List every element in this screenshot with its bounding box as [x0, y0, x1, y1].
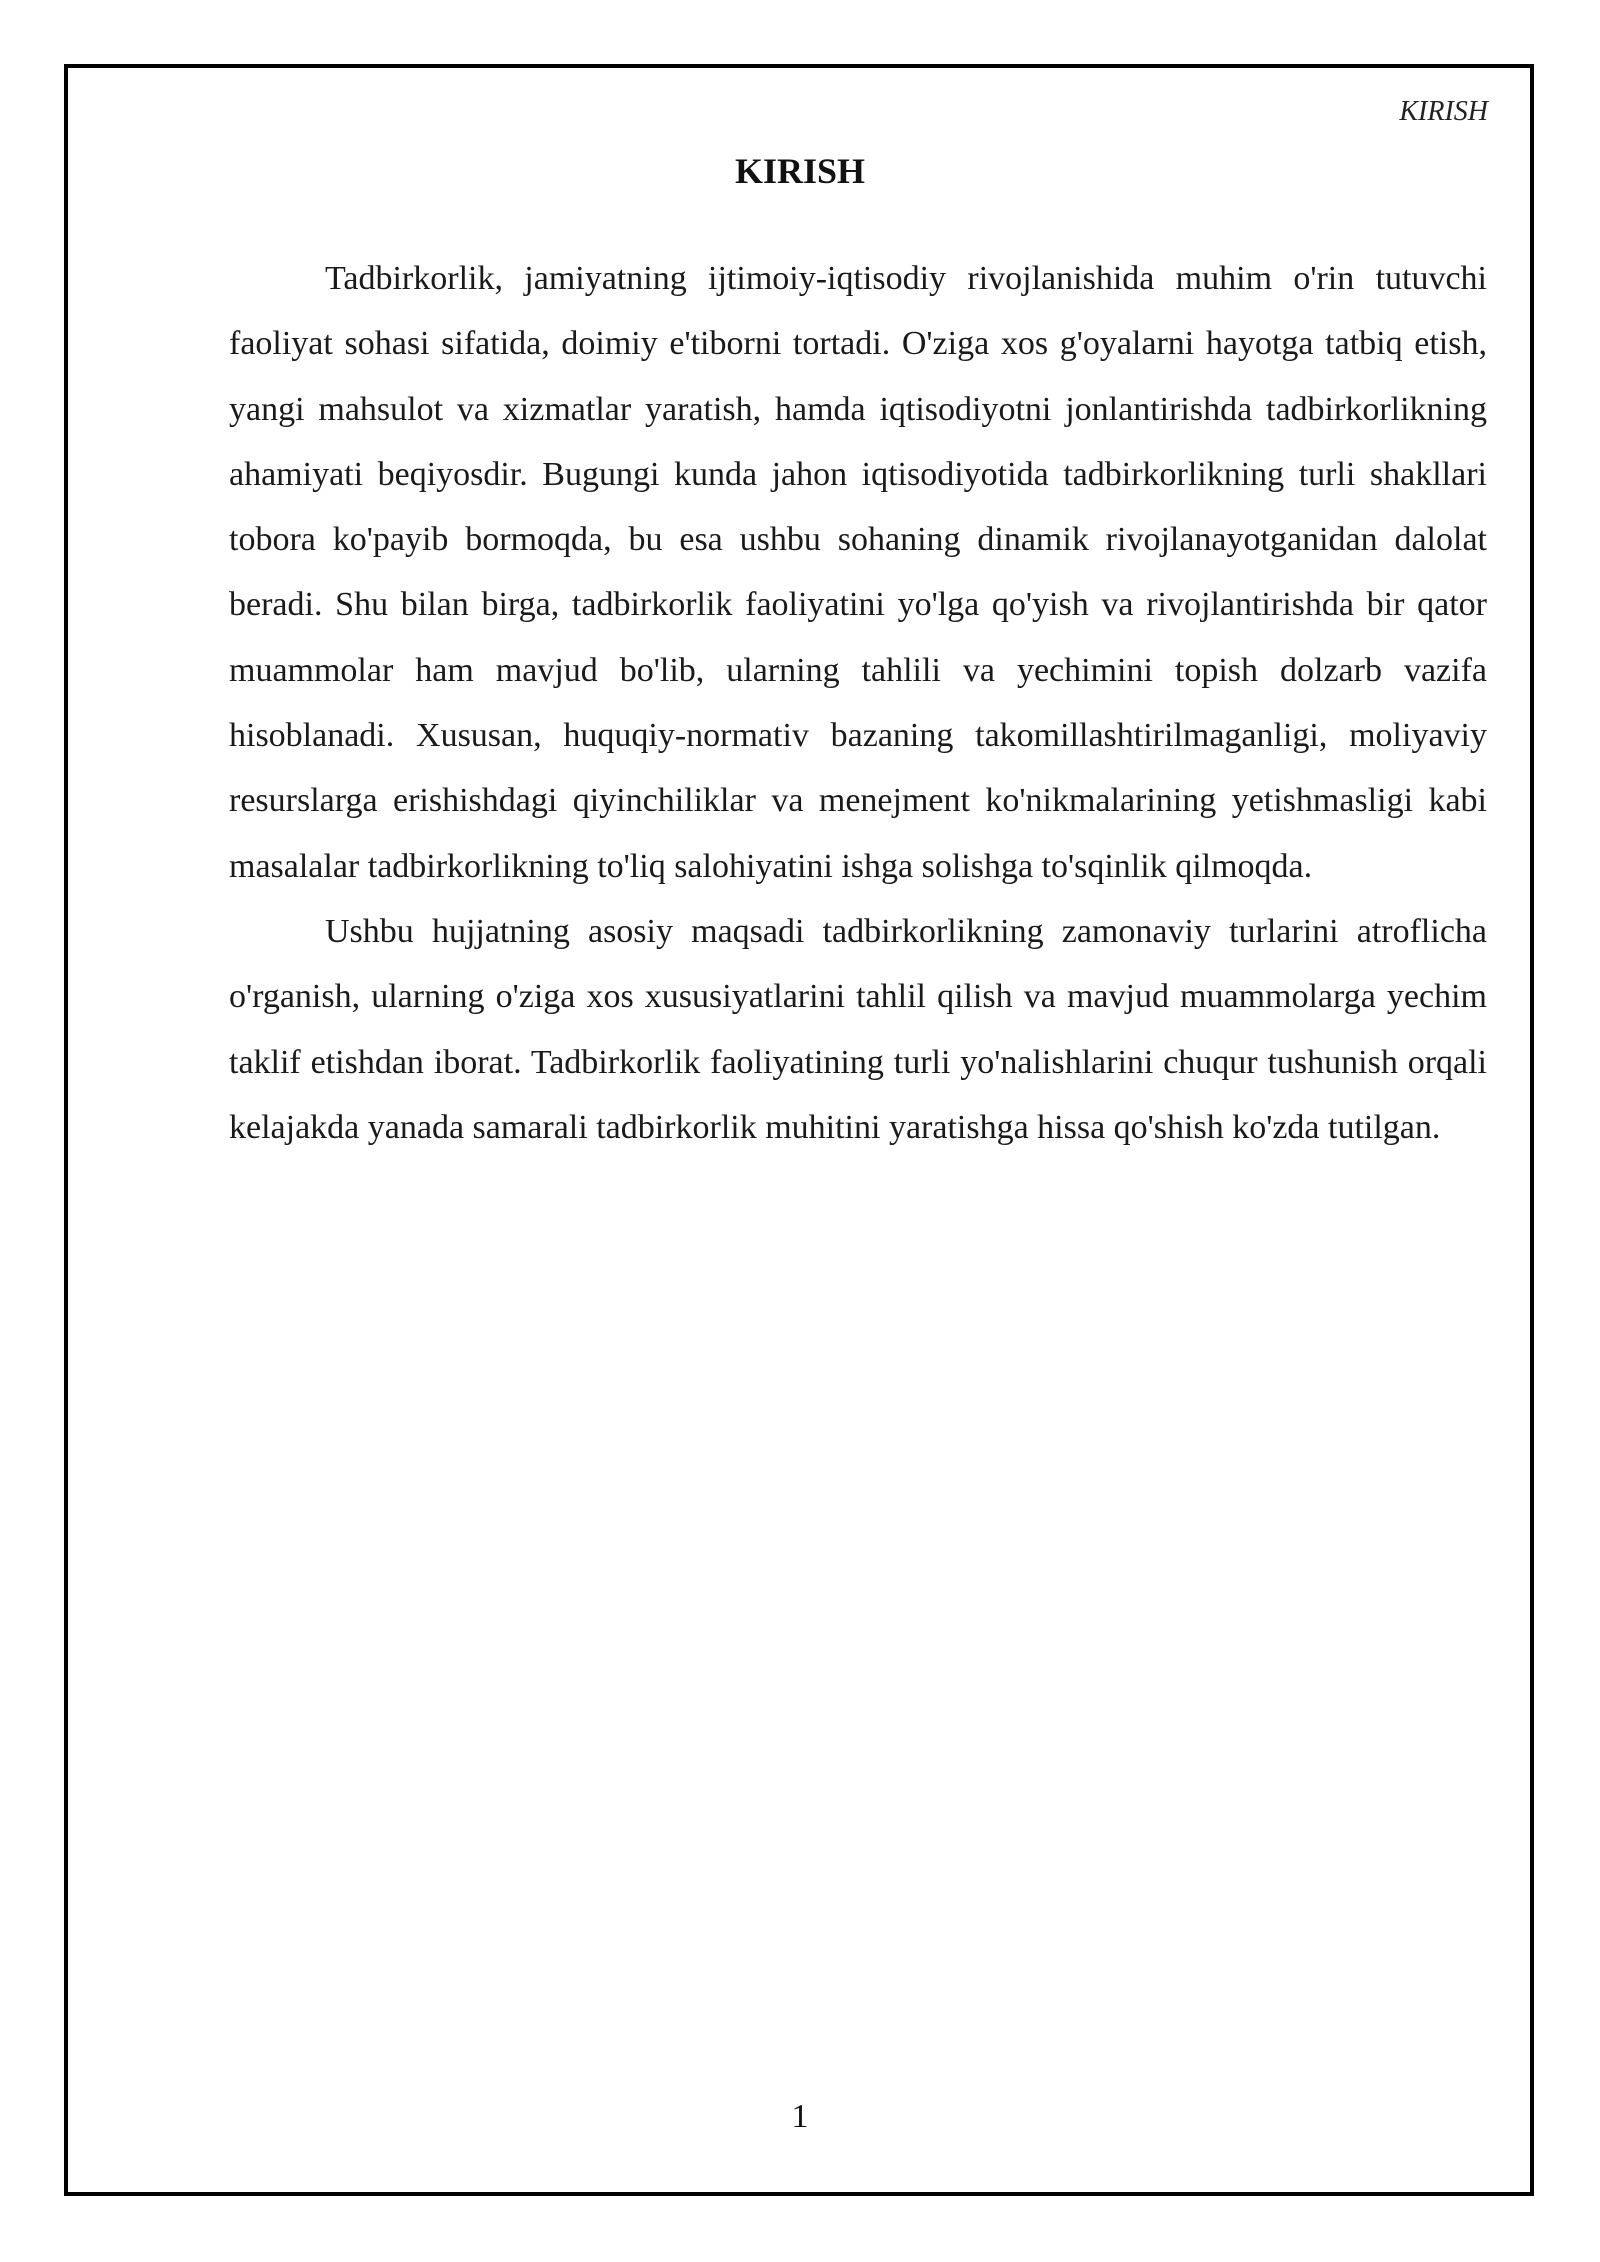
page-title: KIRISH	[734, 151, 866, 191]
paragraph-1: Tadbirkorlik, jamiyatning ijtimoiy-iqtisodiy rivojlanishida muhim o'rin tutuvchi faoliyat sohasi sifatida, doimiy e'tiborni tortadi. O'ziga xos g'oyalarni hayotga tatbiq etish, yangi mahsulot va xizmatlar yaratish, hamda iqtisodiyotni jonlantirishda tadbirkorlikning ahamiyati beqiyosdir. Bugungi kunda jahon iqtisodiyotida tadbirkorlikning turli shakllari tobora ko'payib bormoqda, bu esa ushbu sohaning dinamik rivojlanayotganidan dalolat beradi. Shu bilan birga, tadbirkorlik faoliyatini yo'lga qo'yish va rivojlantirishda bir qator muammolar ham mavjud bo'lib, ularning tahlili va yechimini topish dolzarb vazifa hisoblanadi. Xususan, huquqiy-normativ bazaning takomillashtirilmaganligi, moliyaviy resurslarga erishishdagi qiyinchiliklar va menejment ko'nikmalarining yetishmasligi kabi masalalar tadbirkorlikning to'liq salohiyatini ishga solishga to'sqinlik qilmoqda.	[229, 260, 1487, 885]
page-number: 1	[791, 2098, 809, 2135]
running-header: KIRISH	[1399, 96, 1488, 127]
body-text	[229, 246, 1487, 1160]
paragraph-2: Ushbu hujjatning asosiy maqsadi tadbirkorlikning zamonaviy turlarini atroflicha o'rganish, ularning o'ziga xos xususiyatlarini tahlil qilish va mavjud muammolarga yechim taklif etishdan iborat. Tadbirkorlik faoliyatining turli yo'nalishlarini chuqur tushunish orqali kelajakda yanada samarali tadbirkorlik muhitini yaratishga hissa qo'shish ko'zda tutilgan.	[229, 912, 1487, 1146]
